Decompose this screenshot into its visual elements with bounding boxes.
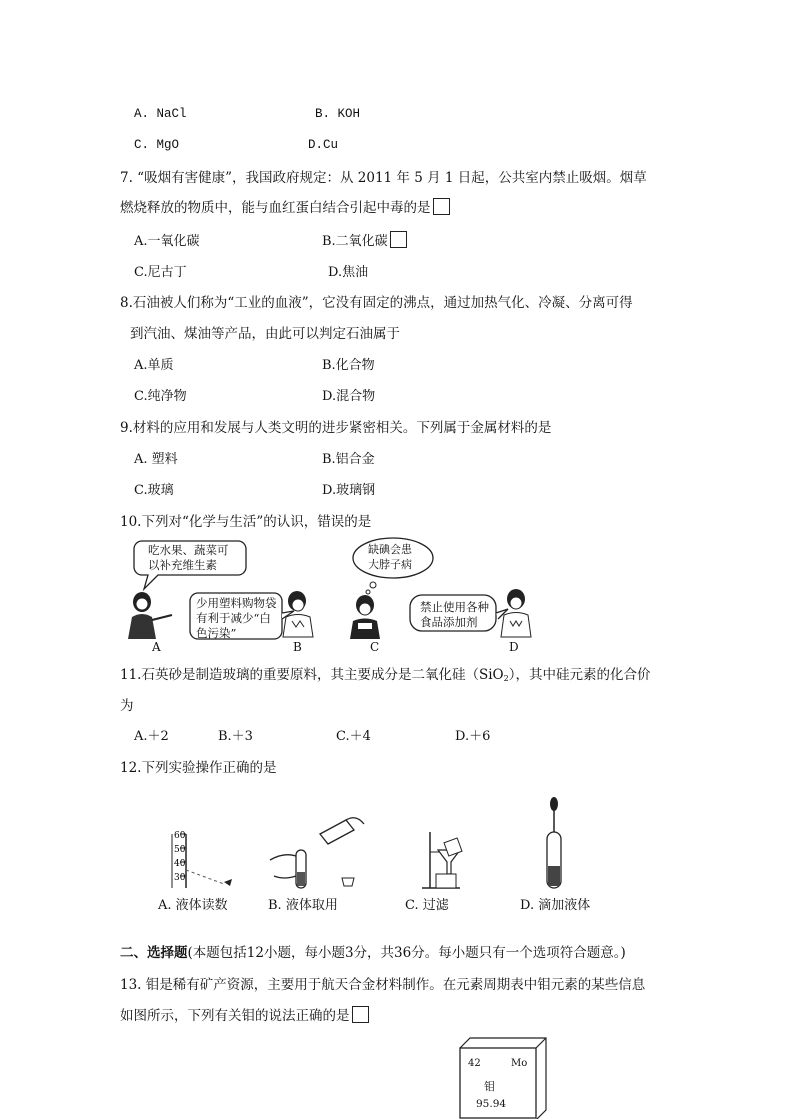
element-mass: 95.94	[476, 1098, 507, 1110]
q9-option-d: D.玻璃钢	[322, 483, 376, 498]
q7-line1: 7. “吸烟有害健康”，我国政府规定：从 2011 年 5 月 1 日起，公共室内禁止吸烟。烟草	[120, 170, 647, 186]
q7-option-d: D.焦油	[328, 265, 369, 280]
q6-option-d: D.Cu	[308, 138, 339, 152]
q11-line1-end: ），其中硅元素的化合价	[508, 667, 651, 683]
bubble-d-line: 食品添加剂	[420, 615, 478, 629]
answer-box	[433, 198, 450, 215]
bubble-d-line: 禁止使用各种	[420, 600, 489, 614]
dropper-figure	[547, 797, 561, 888]
element-number: 42	[468, 1058, 481, 1069]
bubble-b-line: 色污染”	[196, 626, 237, 640]
section2-desc: (本题包括12小题，每小题3分，共36分。每小题只有一个选项符合题意。)	[187, 945, 626, 961]
element-name: 钼	[484, 1080, 495, 1093]
bubble-b-line: 有利于减少“白	[196, 611, 271, 625]
q11-option-d: D.＋6	[455, 729, 491, 744]
q13-line2-wrap	[120, 1004, 369, 1024]
answer-box	[352, 1006, 369, 1023]
bubble-c-text	[368, 542, 412, 572]
q8-line1: 8.石油被人们称为“工业的血液”，它没有固定的沸点，通过加热气化、冷凝、分离可得	[120, 295, 633, 311]
q11-line1	[120, 663, 650, 683]
q8-option-b: B.化合物	[322, 358, 375, 373]
q9-line1: 9.材料的应用和发展与人类文明的进步紧密相关。下列属于金属材料的是	[120, 420, 552, 436]
q8-line2: 到汽油、煤油等产品，由此可以判定石油属于	[130, 326, 400, 342]
pouring-figure	[270, 818, 364, 888]
q12-caption-a: A. 液体读数	[158, 898, 228, 913]
tick-50: 50	[174, 845, 186, 855]
filtration-figure	[422, 832, 462, 888]
q7-option-b-wrap	[322, 230, 407, 249]
section2-header	[120, 941, 626, 961]
q11-option-b: B.＋3	[218, 729, 253, 744]
q7-option-a: A.一氧化碳	[134, 234, 200, 249]
q12-line1: 12.下列实验操作正确的是	[120, 760, 277, 776]
q7-option-b: B.二氧化碳	[322, 234, 388, 249]
section2-title: 二、选择题	[120, 945, 188, 961]
q10-label-b: B	[293, 640, 302, 654]
q6-option-b: B. KOH	[315, 107, 361, 121]
q7-line2-wrap	[120, 196, 450, 216]
q10-label-c: C	[370, 640, 380, 654]
figure-a	[128, 592, 172, 639]
bubble-c-line: 大脖子病	[368, 558, 412, 571]
bubble-a-line: 以补充维生素	[148, 558, 217, 572]
tick-60: 60	[174, 831, 186, 841]
bubble-d-text	[420, 600, 489, 630]
q12-caption-b: B. 液体取用	[268, 898, 338, 913]
q10-label-d: D	[509, 640, 519, 654]
figure-d	[501, 589, 531, 637]
bubble-a-line: 吃水果、蔬菜可	[148, 543, 229, 557]
q13-line1: 13. 钼是稀有矿产资源，主要用于航天合金材料制作。在元素周期表中钼元素的某些信息	[120, 977, 646, 993]
q13-line2: 如图所示，下列有关钼的说法正确的是	[120, 1008, 350, 1024]
element-symbol: Mo	[511, 1058, 528, 1069]
bubble-b-line: 少用塑料购物袋	[196, 596, 277, 610]
bubble-a-text	[148, 543, 229, 573]
q6-option-c: C. MgO	[134, 138, 180, 152]
q9-option-c: C.玻璃	[134, 483, 174, 498]
q8-option-d: D.混合物	[322, 389, 376, 404]
q9-option-a: A. 塑料	[134, 452, 178, 467]
q11-line1-text: 11.石英砂是制造玻璃的重要原料，其主要成分是二氧化硅（SiO	[120, 667, 504, 683]
q11-subscript: 2	[503, 674, 509, 683]
q6-option-a: A. NaCl	[134, 107, 187, 121]
q10-line1: 10.下列对“化学与生活”的认识，错误的是	[120, 514, 372, 530]
q11-option-a: A.＋2	[134, 729, 169, 744]
q12-caption-d: D. 滴加液体	[520, 898, 591, 913]
q8-option-c: C.纯净物	[134, 389, 187, 404]
bubble-b-text	[196, 596, 277, 641]
q12-caption-c: C. 过滤	[405, 898, 449, 913]
q9-option-b: B.铝合金	[322, 452, 375, 467]
tick-30: 30	[174, 873, 186, 883]
q11-option-c: C.＋4	[336, 729, 371, 744]
answer-box	[390, 231, 407, 248]
q11-line2: 为	[120, 698, 134, 714]
bubble-c-line: 缺碘会患	[368, 543, 412, 556]
q7-option-c: C.尼古丁	[134, 265, 187, 280]
q7-line2: 燃烧释放的物质中，能与血红蛋白结合引起中毒的是	[120, 200, 431, 216]
q10-label-a: A	[152, 640, 161, 654]
figure-c	[350, 595, 380, 639]
q8-option-a: A.单质	[134, 358, 174, 373]
q12-figures	[150, 792, 610, 892]
tick-40: 40	[174, 859, 186, 869]
cylinder-figure	[172, 831, 232, 888]
